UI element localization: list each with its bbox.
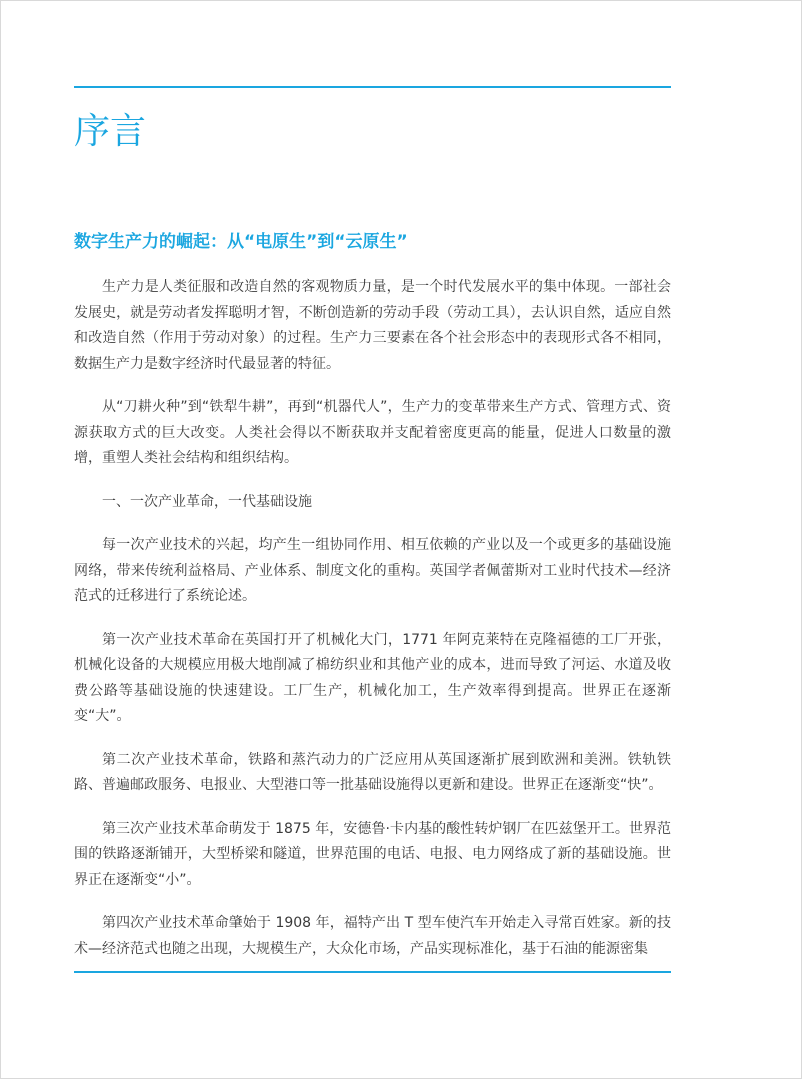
paragraph: 第二次产业技术革命，铁路和蒸汽动力的广泛应用从英国逐渐扩展到欧洲和美洲。铁轨铁路、普遍邮政服务、电报业、大型港口等一批基础设施得以更新和建设。世界正在逐渐变“快”。 [74,751,671,793]
bottom-rule [74,971,671,973]
top-rule [74,86,671,88]
paragraph: 第三次产业技术革命萌发于 1875 年，安德鲁·卡内基的酸性转炉钢厂在匹兹堡开工。世界范围的铁路逐渐铺开，大型桥梁和隧道，世界范围的电话、电报、电力网络成了新的基础设施。世界正在逐渐变“小”。 [74,820,671,888]
paragraph: 每一次产业技术的兴起，均产生一组协同作用、相互依赖的产业以及一个或更多的基础设施网络，带来传统利益格局、产业体系、制度文化的重构。英国学者佩蕾斯对工业时代技术—经济范式的迁移进行了系统论述。 [74,537,671,604]
paragraph: 第一次产业技术革命在英国打开了机械化大门，1771 年阿克莱特在克隆福德的工厂开张，机械化设备的大规模应用极大地削减了棉纺织业和其他产业的成本，进而导致了河运、水道及收费公路等基础设施的快速建设。工厂生产，机械化加工，生产效率得到提高。世界正在逐渐变“大”。 [74,631,671,724]
section-heading: 数字生产力的崛起：从“电原生”到“云原生” [74,232,408,252]
paragraph: 第四次产业技术革命肇始于 1908 年，福特产出 T 型车使汽车开始走入寻常百姓家。新的技术—经济范式也随之出现，大规模生产，大众化市场，产品实现标准化，基于石油的能源密集 [74,915,671,957]
paragraph: 从“刀耕火种”到“铁犁牛耕”，再到“机器代人”，生产力的变革带来生产方式、管理方式、资源获取方式的巨大改变。人类社会得以不断获取并支配着密度更高的能量，促进人口数量的激增，重塑人类社会结构和组织结构。 [74,399,671,466]
paragraph: 一、一次产业革命，一代基础设施 [102,493,312,510]
page-title: 序言 [74,111,147,152]
paragraph: 生产力是人类征服和改造自然的客观物质力量，是一个时代发展水平的集中体现。一部社会发展史，就是劳动者发挥聪明才智，不断创造新的劳动手段（劳动工具），去认识自然，适应自然和改造自然（作用于劳动对象）的过程。生产力三要素在各个社会形态中的表现形式各不相同，数据生产力是数字经济时代最显著的特征。 [74,279,671,372]
body-text [74,275,671,980]
